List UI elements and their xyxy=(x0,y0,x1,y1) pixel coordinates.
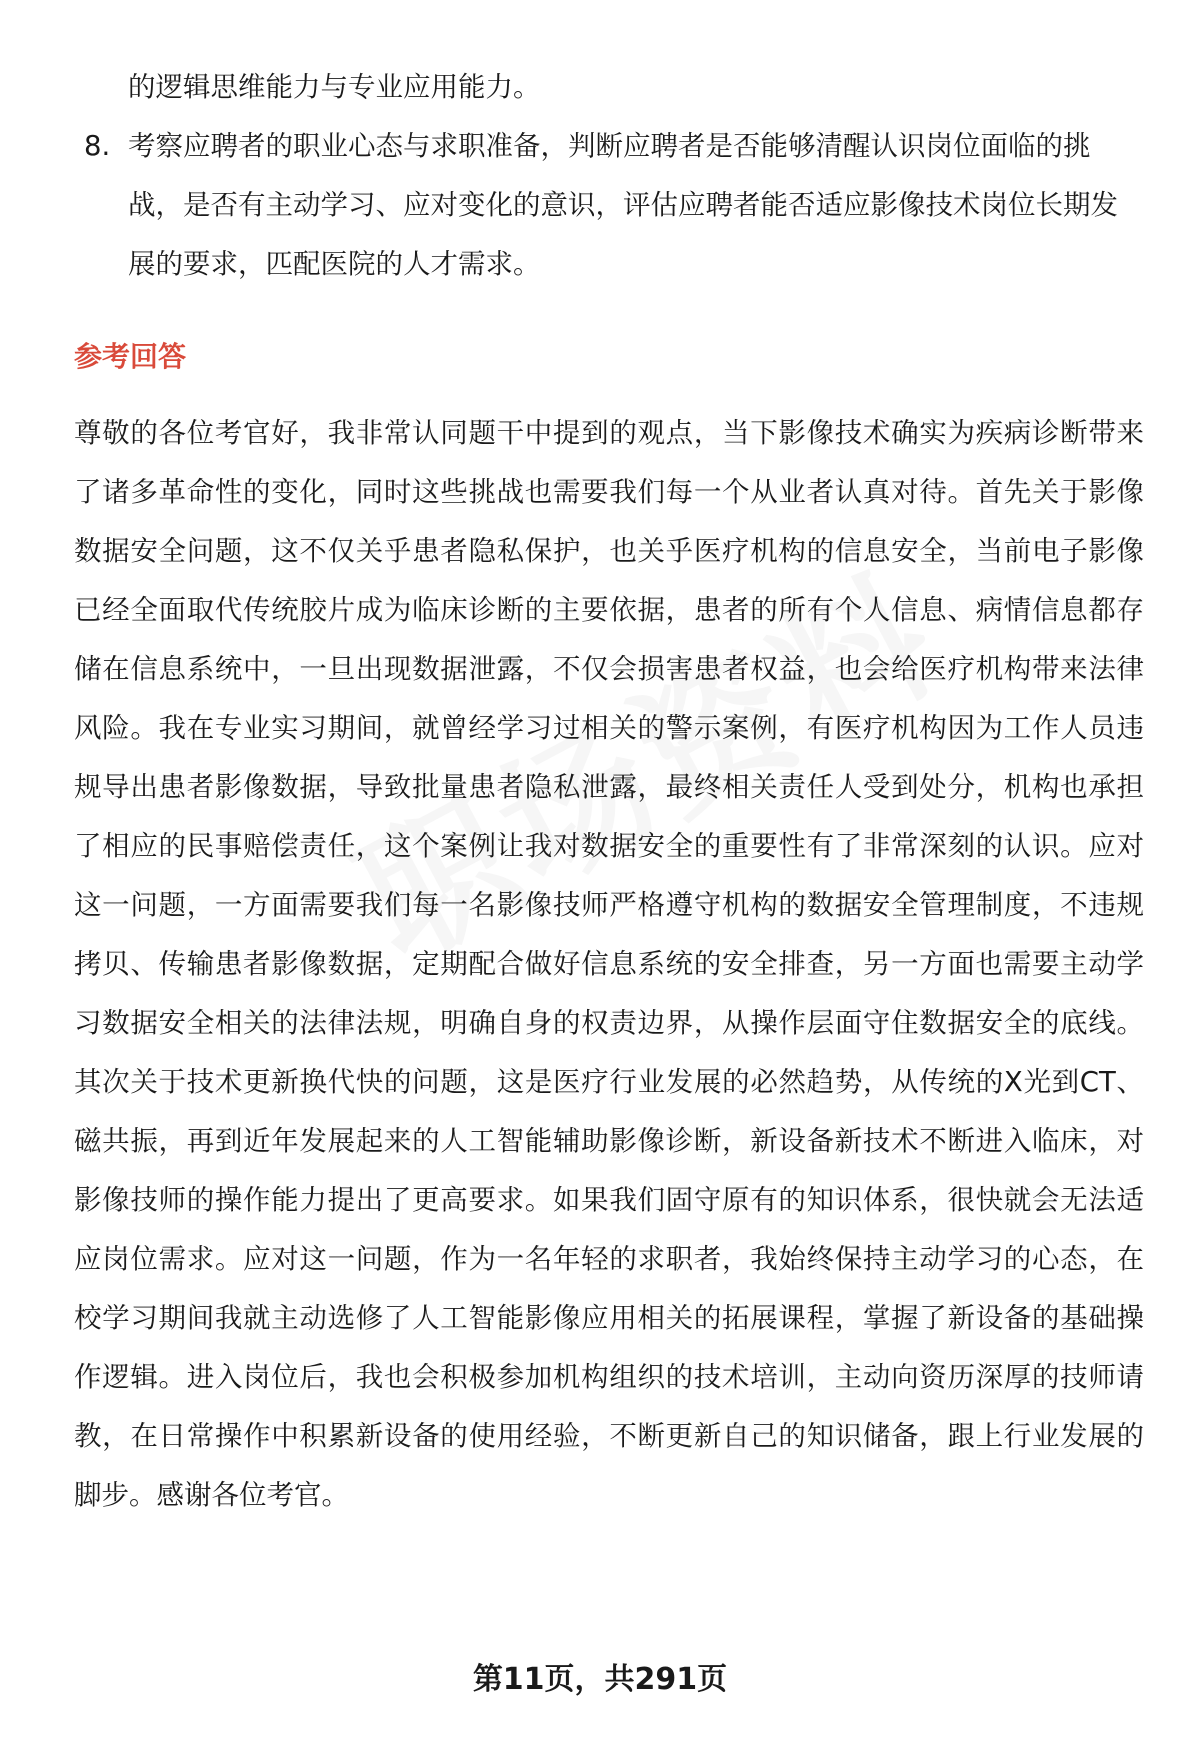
answer-paragraph: 尊敬的各位考官好，我非常认同题干中提到的观点，当下影像技术确实为疾病诊断带来了诸多革命性的变化，同时这些挑战也需要我们每一个从业者认真对待。首先关于影像数据安全问题，这不仅关乎患者隐私保护，也关乎医疗机构的信息安全，当前电子影像已经全面取代传统胶片成为临床诊断的主要依据，患者的所有个人信息、病情信息都存储在信息系统中，一旦出现数据泄露，不仅会损害患者权益，也会给医疗机构带来法律风险。我在专业实习期间，就曾经学习过相关的警示案例，有医疗机构因为工作人员违规导出患者影像数据，导致批量患者隐私泄露，最终相关责任人受到处分，机构也承担了相应的民事赔偿责任，这个案例让我对数据安全的重要性有了非常深刻的认识。应对这一问题，一方面需要我们每一名影像技师严格遵守机构的数据安全管理制度，不违规拷贝、传输患者影像数据，定期配合做好信息系统的安全排查，另一方面也需要主动学习数据安全相关的法律法规，明确自身的权责边界，从操作层面守住数据安全的底线。其次关于技术更新换代快的问题，这是医疗行业发展的必然趋势，从传统的X光到CT、磁共振，再到近年发展起来的人工智能辅助影像诊断，新设备新技术不断进入临床，对影像技师的操作能力提出了更高要求。如果我们固守原有的知识体系，很快就会无法适应岗位需求。应对这一问题，作为一名年轻的求职者，我始终保持主动学习的心态，在校学习期间我就主动选修了人工智能影像应用相关的拓展课程，掌握了新设备的基础操作逻辑。进入岗位后，我也会积极参加机构组织的技术培训，主动向资历深厚的技师请教，在日常操作中积累新设备的使用经验，不断更新自己的知识储备，跟上行业发展的脚步。感谢各位考官。 xyxy=(74,417,1144,1511)
list-item-8 xyxy=(84,117,1144,294)
continuation-text: 的逻辑思维能力与专业应用能力。 xyxy=(128,71,541,103)
list-item-number: 8. xyxy=(84,130,111,162)
list-item-text: 考察应聘者的职业心态与求职准备，判断应聘者是否能够清醒认识岗位面临的挑战，是否有主动学习、应对变化的意识，评估应聘者能否适应影像技术岗位长期发展的要求，匹配医院的人才需求。 xyxy=(128,130,1118,280)
page-number-footer: 第11页，共291页 xyxy=(472,1662,728,1697)
section-heading-reference-answer: 参考回答 xyxy=(74,340,187,373)
